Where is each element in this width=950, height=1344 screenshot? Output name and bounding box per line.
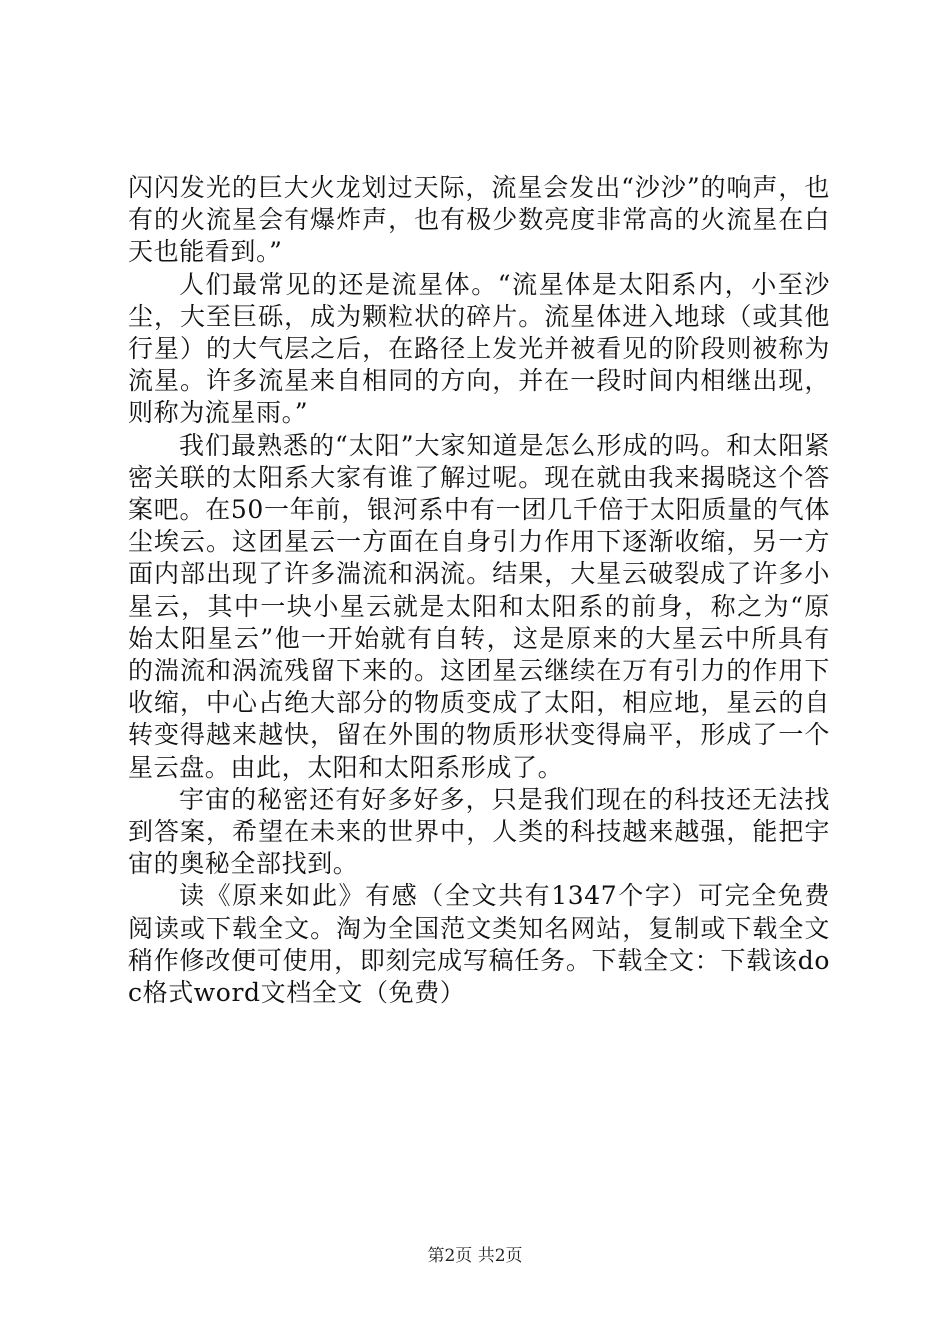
paragraph-download-notice: 读《原来如此》有感（全文共有1347个字）可完全免费阅读或下载全文。淘为全国范文类知名网站，复制或下载全文稍作修改便可使用，即刻完成写稿任务。下载全文：下载该doc格式word文档全文（免费） (128, 881, 830, 1008)
paragraph-sun-formation: 我们最熟悉的“太阳”大家知道是怎么形成的吗。和太阳紧密关联的太阳系大家有谁了解过呢。现在就由我来揭晓这个答案吧。在50一年前，银河系中有一团几千倍于太阳质量的气体尘埃云。这团星云一方面在自身引力作用下逐渐收缩，另一方面内部出现了许多湍流和涡流。结果，大星云破裂成了许多小星云，其中一块小星云就是太阳和太阳系的前身，称之为“原始太阳星云”他一开始就有自转，这是原来的大星云中所具有的湍流和涡流残留下来的。这团星云继续在万有引力的作用下收缩，中心占绝大部分的物质变成了太阳，相应地，星云的自转变得越来越快，留在外围的物质形状变得扁平，形成了一个星云盘。由此，太阳和太阳系形成了。 (128, 430, 830, 782)
paragraph-meteoroid: 人们最常见的还是流星体。“流星体是太阳系内，小至沙尘，大至巨砾，成为颗粒状的碎片。流星体进入地球（或其他行星）的大气层之后，在路径上发光并被看见的阶段则被称为流星。许多流星来自相同的方向，并在一段时间内相继出现，则称为流星雨。” (128, 269, 830, 428)
paragraph-universe-secrets: 宇宙的秘密还有好多好多，只是我们现在的科技还无法找到答案，希望在未来的世界中，人类的科技越来越强，能把宇宙的奥秘全部找到。 (128, 784, 830, 879)
page-number-footer: 第2页 共2页 (427, 1246, 523, 1266)
document-body (128, 172, 830, 1009)
paragraph-continued: 闪闪发光的巨大火龙划过天际，流星会发出“沙沙”的响声，也有的火流星会有爆炸声，也有极少数亮度非常高的火流星在白天也能看到。” (128, 173, 830, 267)
